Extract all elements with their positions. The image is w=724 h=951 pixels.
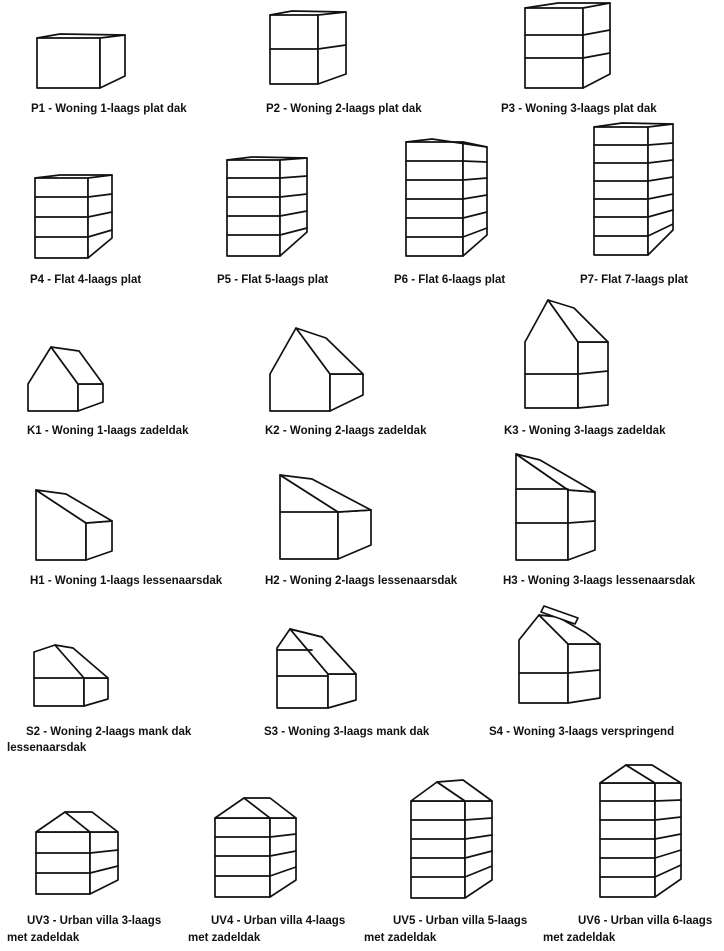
building-label-uv4-line1: UV4 - Urban villa 4-laags <box>211 915 346 927</box>
building-label-p2: P2 - Woning 2-laags plat dak <box>266 103 422 115</box>
building-label-h3: H3 - Woning 3-laags lessenaarsdak <box>503 575 696 587</box>
building-p1-drawing <box>37 34 125 88</box>
building-label-s4: S4 - Woning 3-laags verspringend <box>489 726 675 738</box>
building-k2-drawing <box>270 328 363 411</box>
building-label-s2-line2: lessenaarsdak <box>7 742 87 754</box>
building-k1-drawing <box>28 347 103 411</box>
building-label-h2: H2 - Woning 2-laags lessenaarsdak <box>265 575 458 587</box>
building-label-uv3-line2: met zadeldak <box>7 932 80 944</box>
building-drawings <box>28 3 681 898</box>
building-label-k3: K3 - Woning 3-laags zadeldak <box>504 425 666 437</box>
building-label-p6: P6 - Flat 6-laags plat <box>394 274 506 286</box>
building-label-p3: P3 - Woning 3-laags plat dak <box>501 103 657 115</box>
building-p7-drawing <box>594 123 673 255</box>
building-p5-drawing <box>227 157 307 256</box>
building-s4-drawing <box>519 606 600 703</box>
building-label-uv6-line2: met zadeldak <box>543 932 616 944</box>
building-label-p1: P1 - Woning 1-laags plat dak <box>31 103 187 115</box>
building-label-uv4-line2: met zadeldak <box>188 932 261 944</box>
building-label-p4: P4 - Flat 4-laags plat <box>30 274 142 286</box>
building-p4-drawing <box>35 175 112 258</box>
building-label-p7: P7- Flat 7-laags plat <box>580 274 689 286</box>
building-k3-drawing <box>525 300 608 408</box>
building-label-s2-line1: S2 - Woning 2-laags mank dak <box>26 726 192 738</box>
building-label-uv5-line1: UV5 - Urban villa 5-laags <box>393 915 528 927</box>
building-p3-drawing <box>525 3 610 88</box>
building-s3-drawing <box>277 629 356 708</box>
building-uv3-drawing <box>36 812 118 894</box>
building-label-uv5-line2: met zadeldak <box>364 932 437 944</box>
building-label-uv6-line1: UV6 - Urban villa 6-laags <box>578 915 713 927</box>
building-uv6-drawing <box>600 765 681 897</box>
building-label-k2: K2 - Woning 2-laags zadeldak <box>265 425 427 437</box>
building-label-s3: S3 - Woning 3-laags mank dak <box>264 726 430 738</box>
building-label-uv3-line1: UV3 - Urban villa 3-laags <box>27 915 162 927</box>
building-uv4-drawing <box>215 798 296 897</box>
building-label-k1: K1 - Woning 1-laags zadeldak <box>27 425 189 437</box>
building-h1-drawing <box>36 490 112 560</box>
building-h3-drawing <box>516 454 595 560</box>
building-p2-drawing <box>270 11 346 84</box>
building-label-h1: H1 - Woning 1-laags lessenaarsdak <box>30 575 223 587</box>
building-s2-drawing <box>34 645 108 706</box>
building-p6-drawing <box>406 139 487 256</box>
building-uv5-drawing <box>411 780 492 898</box>
building-label-p5: P5 - Flat 5-laags plat <box>217 274 329 286</box>
building-h2-drawing <box>280 475 371 559</box>
